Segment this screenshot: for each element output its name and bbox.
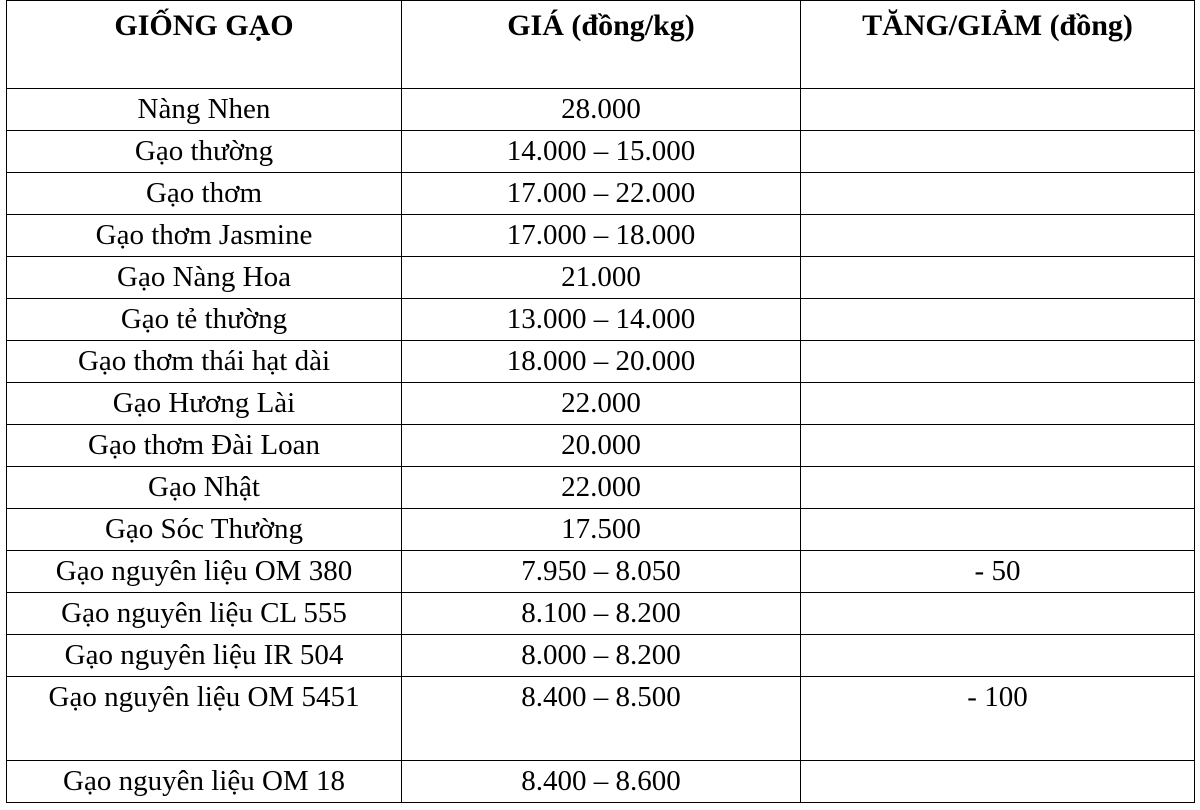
- change-cell: [801, 89, 1195, 131]
- header-row: [7, 1, 1195, 89]
- table-row: [7, 131, 1195, 173]
- variety-cell: Gạo nguyên liệu CL 555: [7, 593, 402, 635]
- variety-cell: Gạo nguyên liệu IR 504: [7, 635, 402, 677]
- price-cell: 22.000: [402, 383, 801, 425]
- variety-cell: Gạo nguyên liệu OM 5451: [7, 677, 402, 761]
- change-cell: [801, 173, 1195, 215]
- variety-cell: Gạo Nhật: [7, 467, 402, 509]
- variety-cell: Gạo thơm Đài Loan: [7, 425, 402, 467]
- change-cell: [801, 299, 1195, 341]
- change-cell: [801, 593, 1195, 635]
- variety-cell: Gạo nguyên liệu OM 18: [7, 761, 402, 803]
- table-row: [7, 509, 1195, 551]
- change-cell: [801, 425, 1195, 467]
- variety-cell: Gạo tẻ thường: [7, 299, 402, 341]
- table-row: [7, 173, 1195, 215]
- rice-price-table: [6, 0, 1195, 803]
- change-cell: [801, 761, 1195, 803]
- table-row: [7, 761, 1195, 803]
- table-row: [7, 89, 1195, 131]
- change-cell: [801, 509, 1195, 551]
- price-cell: 17.000 – 22.000: [402, 173, 801, 215]
- change-cell: [801, 215, 1195, 257]
- variety-cell: Gạo nguyên liệu OM 380: [7, 551, 402, 593]
- table-row: [7, 677, 1195, 761]
- table-row: [7, 551, 1195, 593]
- price-cell: 17.500: [402, 509, 801, 551]
- price-cell: 13.000 – 14.000: [402, 299, 801, 341]
- table-row: [7, 383, 1195, 425]
- table-row: [7, 593, 1195, 635]
- header-variety: GIỐNG GẠO: [7, 1, 402, 89]
- table-row: [7, 257, 1195, 299]
- variety-cell: Gạo thơm Jasmine: [7, 215, 402, 257]
- table-row: [7, 341, 1195, 383]
- table-row: [7, 425, 1195, 467]
- price-cell: 17.000 – 18.000: [402, 215, 801, 257]
- table-row: [7, 299, 1195, 341]
- price-cell: 8.400 – 8.500: [402, 677, 801, 761]
- change-cell: - 50: [801, 551, 1195, 593]
- header-change: TĂNG/GIẢM (đồng): [801, 1, 1195, 89]
- change-cell: - 100: [801, 677, 1195, 761]
- price-cell: 8.100 – 8.200: [402, 593, 801, 635]
- table-row: [7, 215, 1195, 257]
- price-cell: 18.000 – 20.000: [402, 341, 801, 383]
- price-cell: 7.950 – 8.050: [402, 551, 801, 593]
- variety-cell: Gạo Hương Lài: [7, 383, 402, 425]
- change-cell: [801, 341, 1195, 383]
- variety-cell: Gạo thường: [7, 131, 402, 173]
- price-cell: 28.000: [402, 89, 801, 131]
- variety-cell: Gạo Sóc Thường: [7, 509, 402, 551]
- price-cell: 22.000: [402, 467, 801, 509]
- price-cell: 14.000 – 15.000: [402, 131, 801, 173]
- price-cell: 8.000 – 8.200: [402, 635, 801, 677]
- variety-cell: Nàng Nhen: [7, 89, 402, 131]
- price-cell: 21.000: [402, 257, 801, 299]
- change-cell: [801, 383, 1195, 425]
- change-cell: [801, 257, 1195, 299]
- change-cell: [801, 635, 1195, 677]
- change-cell: [801, 131, 1195, 173]
- price-cell: 20.000: [402, 425, 801, 467]
- variety-cell: Gạo thơm: [7, 173, 402, 215]
- table-row: [7, 467, 1195, 509]
- header-price: GIÁ (đồng/kg): [402, 1, 801, 89]
- variety-cell: Gạo thơm thái hạt dài: [7, 341, 402, 383]
- price-cell: 8.400 – 8.600: [402, 761, 801, 803]
- variety-cell: Gạo Nàng Hoa: [7, 257, 402, 299]
- table-row: [7, 635, 1195, 677]
- change-cell: [801, 467, 1195, 509]
